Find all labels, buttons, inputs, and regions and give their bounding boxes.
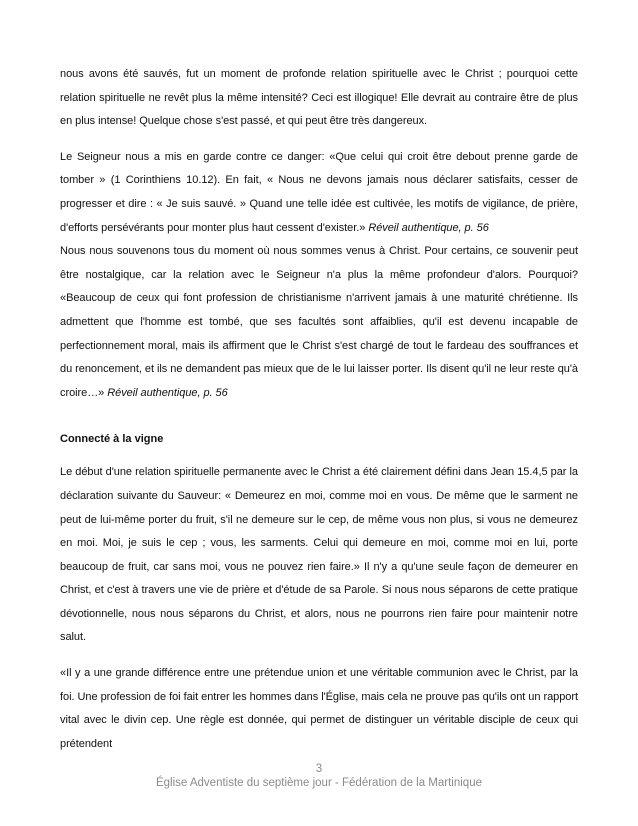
paragraph-warning-text: Le Seigneur nous a mis en garde contre ce danger: «Que celui qui croit être debout prenne garde de tomber » (1 Corinthiens 10.12). En fait, « Nous ne devons jamais nous déclarer satisfaits, cesser de progresser et dire : « Je suis sauvé. » Quand une telle idée est cultivée, les motifs de vigilance, de prière, d'efforts persévérants pour monter plus haut cessent d'exister.» (60, 150, 578, 234)
citation-source: Réveil authentique, p. 56 (368, 221, 489, 234)
paragraph-intro: nous avons été sauvés, fut un moment de profonde relation spirituelle avec le Christ ; pourquoi cette relation spirituelle ne revêt plus la même intensité? Ceci est illogique! Elle devrait au contraire être de plus en plus intense! Quelque chose s'est passé, et qui peut être très dangereux. (60, 68, 578, 128)
document-page (60, 63, 578, 756)
paragraph-remembrance-text: Nous nous souvenons tous du moment où nous sommes venus à Christ. Pour certains, ce souvenir peut être nostalgique, car la relation avec le Seigneur n'a plus la même profondeur d'alors. Pourquoi? «Beaucoup de ceux qui font profession de christianisme n'arrivent jamais à une maturité chrétienne. Ils admettent que l'homme est tombé, que ses facultés sont affaiblies, qu'il est devenu incapable de perfectionnement moral, mais ils affirment que le Christ s'est chargé de tout le fardeau des souffrances et du renoncement, et ils ne demandent pas mieux que de le lui laisser porter. Ils disent qu'il ne leur reste qu'à croire…» (60, 245, 578, 399)
paragraph-warning (60, 146, 578, 240)
footer-organization: Église Adventiste du septième jour - Fédération de la Martinique (155, 777, 482, 789)
page-footer (0, 762, 638, 790)
paragraph-remembrance (60, 240, 578, 405)
paragraph-vine: Le début d'une relation spirituelle permanente avec le Christ a été clairement défini dans Jean 15.4,5 par la déclaration suivante du Sauveur: « Demeurez en moi, comme moi en vous. De même que le sarment ne peut de lui-même porter du fruit, s'il ne demeure sur le cep, de même vous non plus, si vous ne demeurez en moi. Moi, je suis le cep ; vous, les sarments. Celui qui demeure en moi, comme moi en lui, porte beaucoup de fruit, car sans moi, vous ne pouvez rien faire.» Il n'y a qu'une seule façon de demeurer en Christ, et c'est à travers une vie de prière et d'étude de sa Parole. Si nous nous séparons de cette pratique dévotionnelle, nous nous séparons du Christ, et alors, nous ne pourrons rien faire pour maintenir notre salut. (60, 466, 578, 644)
citation-source: Réveil authentique, p. 56 (107, 386, 228, 399)
section-heading: Connecté à la vigne (60, 433, 164, 446)
page-number: 3 (315, 763, 323, 775)
paragraph-union: «Il y a une grande différence entre une prétendue union et une véritable communion avec le Christ, par la foi. Une profession de foi fait entrer les hommes dans l'Église, mais cela ne prouve pas qu'ils ont un rapport vital avec le divin cep. Une règle est donnée, qui permet de distinguer un véritable disciple de ceux qui prétendent (60, 667, 578, 750)
